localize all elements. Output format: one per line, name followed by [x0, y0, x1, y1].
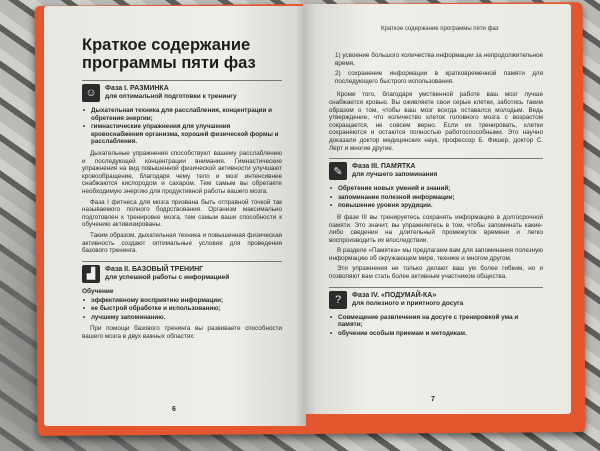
list-line: 1) усвоение большого количества информации за непродолжительное время,	[335, 52, 543, 67]
list-item: • Дыхательная техника для расслабления, концентрации и обретения энергии;	[82, 107, 282, 122]
paragraph: При помощи базового тренинга вы развиваете способности вашего мозга в двух важных областях:	[82, 325, 282, 341]
puzzle-icon: ?	[329, 291, 347, 309]
phase-2-list	[82, 297, 282, 322]
phase-3-list	[329, 185, 543, 210]
list-item: • Совмещение развлечения на досуге с тренировкой ума и памяти;	[329, 314, 543, 329]
paragraph: В фазе III вы тренируетесь сохранять информацию в долгосрочной памяти. Это значит, вы упражняетесь в том, чтобы запоминать какие-либо сведения на длительный промежуток времени и легко воспроизводить их впоследствии.	[329, 213, 543, 244]
phase-2-title: Фаза II. БАЗОВЫЙ ТРЕНИНГ	[105, 265, 204, 273]
paragraph: Таким образом, дыхательная техника и повышенная физическая активность создают оптимальные условия для проведения базового тренинга.	[82, 231, 282, 255]
stairs-icon: ▟	[82, 265, 100, 283]
page-number: 6	[172, 406, 176, 413]
phase-1-title: Фаза I. РАЗМИНКА	[105, 85, 169, 92]
list-line: 2) сохранение информации в кратковременной памяти для последующего быстрого использования.	[335, 70, 543, 85]
list-item: • гимнастические упражнения для улучшения кровоснабжения организма, хорошей физической формы и расслабления.	[82, 123, 282, 146]
phase-4-list	[329, 314, 543, 338]
page-number: 7	[431, 396, 435, 403]
list-item: • эффективному восприятию информации;	[82, 297, 282, 305]
list-item: • ее быстрой обработке и использованию;	[82, 305, 282, 313]
phase-1-list	[82, 107, 282, 146]
phase-1-heading	[82, 80, 282, 102]
phase-2-label: Обучение	[82, 287, 114, 295]
phase-3-title: Фаза III. ПАМЯТКА	[352, 163, 416, 171]
phase-2-heading	[82, 261, 282, 283]
right-page	[303, 4, 571, 414]
paragraph: В разделе «Памятка» мы предлагаем вам для запоминания полезную информацию об окружающем мире, технике и многом другом.	[329, 247, 543, 262]
phase-4-subtitle: для полезного и приятного досуга	[352, 299, 464, 307]
list-item: • обучение особым приемам и методикам.	[329, 330, 543, 338]
phase-4-heading	[329, 287, 543, 309]
paragraph: Эти упражнения не только делают ваш ум более гибким, но и позволяют вам стать более активным участником общества.	[329, 265, 543, 281]
paragraph: Дыхательные упражнения способствуют вашему расслаблению и последующей концентрации внимания. Гимнастические упражнения на вид повышенной физической активности улучшают кровообращение, благодаря чему тело и мозг интенсивнее снабжаются кислородом и сахаром. Тем самым вы обретаете необходимую энергию для продуктивной работы вашего мозга.	[82, 149, 282, 195]
phase-4-title: Фаза IV. «ПОДУМАЙ-КА»	[352, 291, 437, 299]
list-item: • Обретение новых умений и знаний;	[329, 185, 543, 193]
paragraph: Фаза I фитнеса для мозга призвана быть отправной точкой так называемого полного бодрствования. Организм максимально подготовлен к тренировке мозга, тем самым ваши способности к обучению активизированы.	[82, 198, 282, 229]
phase-1-subtitle: для оптимальной подготовки к тренингу	[105, 93, 237, 100]
page-title: Краткое содержание программы пяти фаз	[82, 36, 256, 72]
list-item: • лучшему запоминанию.	[82, 314, 282, 322]
phase-2-subtitle: для успешной работы с информацией	[105, 273, 230, 281]
left-page	[44, 6, 306, 426]
phase-3-subtitle: для лучшего запоминания	[352, 171, 438, 179]
paragraph: Кроме того, благодаря умственной работе ваш мозг лучше снабжается кровью. Вы оживляете свои серые клетки, заботясь таким образом о том, чтобы ваш мозг всегда оставался молодым. Ведь утверждение, что количество клеток головного мозга с возрастом сокращается, не совсем верно. Если их тренировать, клетки сохраняются и остаются полностью работоспособными. Это научно доказали доктор медицинских наук, профессор Б. Фишер, доктор С. Лерт и многие другие.	[329, 91, 543, 152]
stretch-figure-icon: ☺	[82, 84, 100, 102]
lightbulb-head-icon: ✎	[329, 162, 347, 180]
list-item: • запоминание полезной информации;	[329, 194, 543, 202]
list-item: • повышение уровня эрудиции.	[329, 202, 543, 210]
phase-3-heading	[329, 158, 543, 180]
running-header: Краткое содержание программы пяти фаз	[381, 26, 499, 32]
